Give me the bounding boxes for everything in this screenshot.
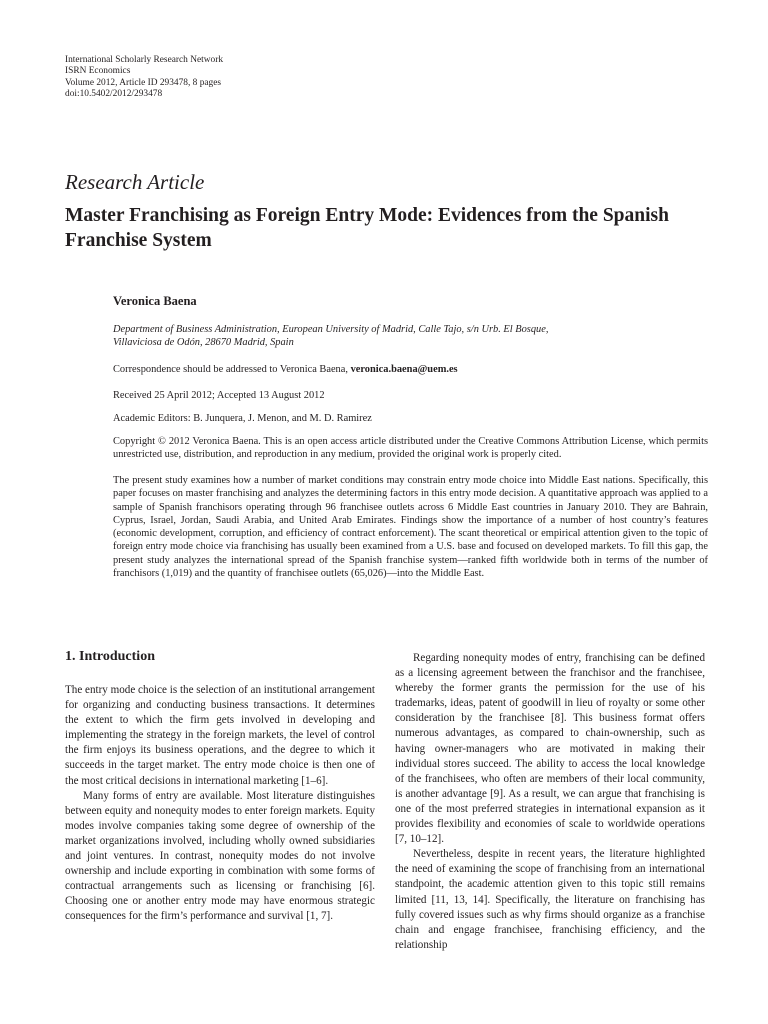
correspondence-email[interactable]: veronica.baena@uem.es [350,364,458,375]
article-title: Master Franchising as Foreign Entry Mode: Evidences from the Spanish Franchise System [65,205,669,251]
correspondence-text: Correspondence should be addressed to Veronica Baena, [113,364,351,375]
body-paragraph: Regarding nonequity modes of entry, franchising can be defined as a licensing agreement between the franchisor and the franchisee, whereby the former grants the permission for the use of his trademarks, ideas, patent of goodwill in lieu of royalty or some other consideration by the franchisee [8]. This business format offers numerous advantages, as compared to chain-ownership, such as having owner-managers who are motivated in making their individual stores succeed. The ability to access the local knowledge of the franchisees, who often are members of their local community, is another advantage [9]. As a result, we can argue that franchising is one of the most preferred strategies in international expansion as it provides flexibility and economies of scale to worldwide operations [7, 10–12]. [395,652,705,846]
body-paragraph: Many forms of entry are available. Most literature distinguishes between equity and nonequity modes to enter foreign markets. Equity modes involve companies taking some degree of ownership of the market organizations involved, including wholly owned subsidiaries and joint ventures. In contrast, nonequity modes do not involve ownership and include exporting in combination with some forms of contractual arrangements such as licensing or franchising [6]. Choosing one or another entry mode may have enormous strategic consequences for the firm’s performance and survival [1, 7]. [65,789,375,923]
doi[interactable]: doi:10.5402/2012/293478 [65,88,163,99]
publisher-network: International Scholarly Research Network [65,55,224,65]
body-paragraph: The entry mode choice is the selection of an institutional arrangement for organizing and conducting business transactions. It determines the extent to which the firm gets involved in developing and implementing the strategy in the foreign markets, the level of control the firm enjoys its business operations, and the degree to which it succeeds in the target market. The entry mode choice is then one of the most critical decisions in international marketing [1–6]. [65,684,375,787]
journal-header [65,55,223,100]
copyright-notice: Copyright © 2012 Veronica Baena. This is an open access article distributed under the Creative Commons Attribution License, which permits unrestricted use, distribution, and reproduction in any medium, provided the original work is properly cited. [113,436,708,461]
section-heading: 1. Introduction [65,649,155,664]
article-type: Research Article [65,170,205,194]
volume-info: Volume 2012, Article ID 293478, 8 pages [65,77,222,88]
right-column [395,651,705,953]
journal-name: ISRN Economics [65,66,131,77]
abstract: The present study examines how a number of market conditions may constrain entry mode choice into Middle East nations. Specifically, this paper focuses on master franchising and analyzes the determining factors in this entry mode decision. A quantitative approach was applied to a sample of Spanish franchisors operating through 96 franchisee outlets across 6 Middle East countries in January 2010. They are Bahrain, Cyprus, Israel, Jordan, Saudi Arabia, and United Arab Emirates. Findings show the importance of a number of host country’s features (economic development, corruption, and efficiency of contract enforcement). The scant theoretical or empirical attention given to the topic of foreign entry mode choice via franchising has usually been examined from a U.S. base and focused on developed markets. To fill this gap, the present study analyzes the international spread of the Spanish franchise system—ranked fifth worldwide both in terms of the number of franchisors (1,019) and the quantity of franchisee outlets (65,026)—into the Middle East. [113,475,708,580]
correspondence [113,363,708,376]
left-column [65,683,375,925]
affiliation [113,323,708,350]
academic-editors: Academic Editors: B. Junquera, J. Menon, and M. D. Ramirez [113,413,372,424]
affiliation-line: Department of Business Administration, European University of Madrid, Calle Tajo, s/n Urb. El Bosque, [113,324,549,335]
author-name: Veronica Baena [113,294,197,308]
affiliation-line: Villaviciosa de Odón, 28670 Madrid, Spain [113,337,294,349]
received-dates: Received 25 April 2012; Accepted 13 August 2012 [113,390,325,401]
body-paragraph: Nevertheless, despite in recent years, the literature highlighted the need of examining the scope of franchising from an international standpoint, the academic attention given to this topic still remains limited [11, 13, 14]. Specifically, the literature on franchising has fully covered issues such as why firms should organize as a franchise chain and engage franchisee, franchising efficiency, and the relationship [395,848,705,951]
